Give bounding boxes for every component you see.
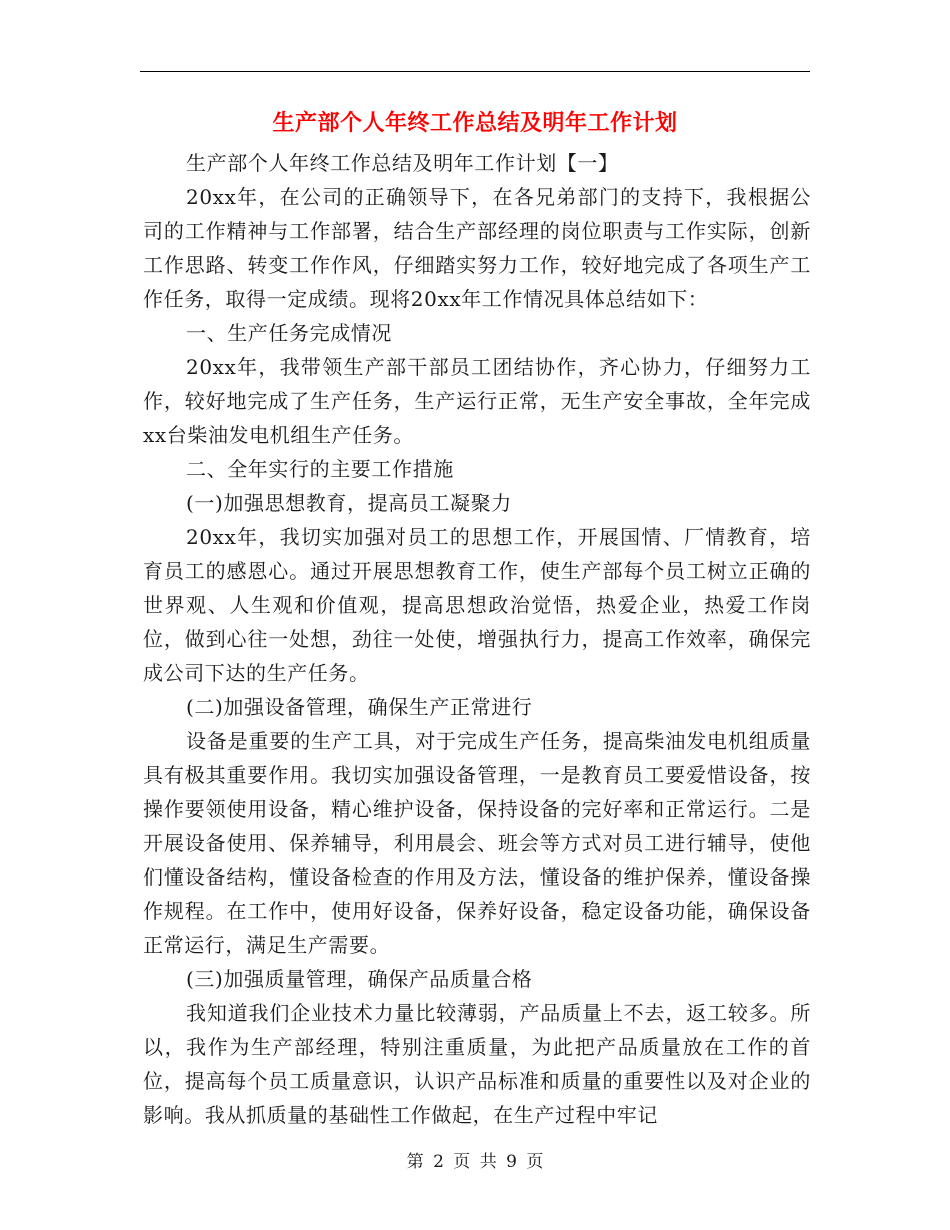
paragraph-equipment: 设备是重要的生产工具，对于完成生产任务，提高柴油发电机组质量具有极其重要作用。我切实加强设备管理，一是教育员工要爱惜设备，按操作要领使用设备，精心维护设备，保持设备的完好率和正常运行。二是开展设备使用、保养辅导，利用晨会、班会等方式对员工进行辅导，使他们懂设备结构，懂设备检查的作用及方法，懂设备的维护保养，懂设备操作规程。在工作中，使用好设备，保养好设备，稳定设备功能，确保设备正常运行，满足生产需要。 xyxy=(143,729,811,957)
document-body xyxy=(143,146,811,1132)
paragraph-education: 20xx年，我切实加强对员工的思想工作，开展国情、厂情教育，培育员工的感恩心。通过开展思想教育工作，使生产部每个员工树立正确的世界观、人生观和价值观，提高思想政治觉悟，热爱企业，热爱工作岗位，做到心往一处想，劲往一处使，增强执行力，提高工作效率，确保完成公司下达的生产任务。 xyxy=(143,525,811,685)
page-number: 第 2 页 共 9 页 xyxy=(406,1152,544,1172)
document-title: 生产部个人年终工作总结及明年工作计划 xyxy=(272,111,678,136)
paragraph-production: 20xx年，我带领生产部干部员工团结协作，齐心协力，仔细努力工作，较好地完成了生产任务，生产运行正常，无生产安全事故，全年完成xx台柴油发电机组生产任务。 xyxy=(143,355,811,447)
subheading-3: (三)加强质量管理，确保产品质量合格 xyxy=(186,967,533,991)
subheading-2: (二)加强设备管理，确保生产正常进行 xyxy=(186,695,533,719)
paragraph-subtitle: 生产部个人年终工作总结及明年工作计划【一】 xyxy=(186,151,619,175)
paragraph-intro: 20xx年，在公司的正确领导下，在各兄弟部门的支持下，我根据公司的工作精神与工作部署，结合生产部经理的岗位职责与工作实际，创新工作思路、转变工作作风，仔细踏实努力工作，较好地完成了各项生产工作任务，取得一定成绩。现将20xx年工作情况具体总结如下： xyxy=(143,185,811,311)
paragraph-quality: 我知道我们企业技术力量比较薄弱，产品质量上不去，返工较多。所以，我作为生产部经理，特别注重质量，为此把产品质量放在工作的首位，提高每个员工质量意识，认识产品标准和质量的重要性以及对企业的影响。我从抓质量的基础性工作做起，在生产过程中牢记 xyxy=(143,1001,811,1127)
subheading-1: (一)加强思想教育，提高员工凝聚力 xyxy=(186,491,512,515)
section-heading-2: 二、全年实行的主要工作措施 xyxy=(186,457,454,481)
header-rule xyxy=(140,71,810,72)
section-heading-1: 一、生产任务完成情况 xyxy=(186,321,392,345)
